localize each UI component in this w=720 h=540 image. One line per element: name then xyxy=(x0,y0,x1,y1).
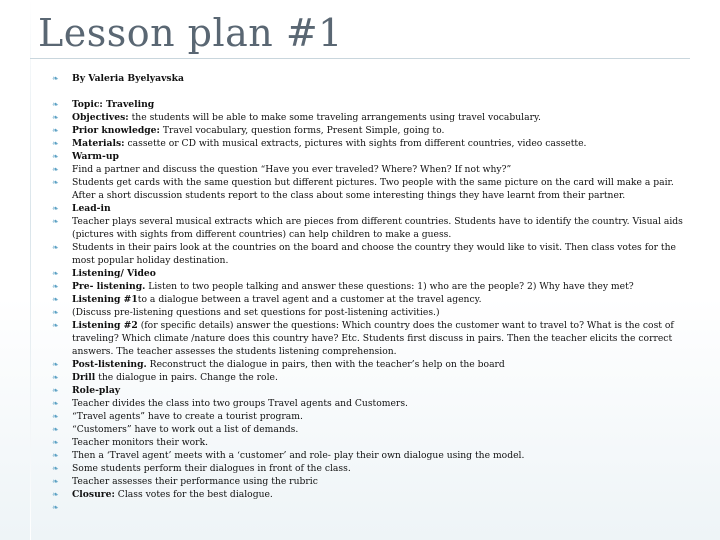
list-item-text xyxy=(72,410,692,423)
wave-bullet-icon: ❧ xyxy=(52,412,59,421)
wave-bullet-icon: ❧ xyxy=(52,295,59,304)
list-item-body: (Discuss pre-listening questions and set questions for post-listening activities.) xyxy=(72,307,440,318)
list-item xyxy=(52,488,692,501)
list-item xyxy=(52,449,692,462)
wave-bullet-icon: ❧ xyxy=(52,321,59,330)
list-item-body: Teacher monitors their work. xyxy=(72,437,209,448)
list-item-body: the students will be able to make some traveling arrangements using travel vocabulary. xyxy=(128,112,541,123)
list-item-label: Listening/ Video xyxy=(72,268,156,279)
wave-bullet-icon: ❧ xyxy=(52,373,59,382)
list-item-body: to a dialogue between a travel agent and a customer at the travel agency. xyxy=(137,294,482,305)
list-item-body: Listen to two people talking and answer these questions: 1) who are the people? 2) Why have they met? xyxy=(145,281,634,292)
list-item-text xyxy=(72,150,692,163)
list-item-body: the dialogue in pairs. Change the role. xyxy=(95,372,278,383)
list-item-body: Teacher assesses their performance using the rubric xyxy=(72,476,318,487)
wave-bullet-icon: ❧ xyxy=(52,399,59,408)
list-item xyxy=(52,384,692,397)
list-item-label: By Valeria Byelyavska xyxy=(72,73,184,84)
list-item-body: Class votes for the best dialogue. xyxy=(114,489,273,500)
wave-bullet-icon: ❧ xyxy=(52,308,59,317)
list-item-text xyxy=(72,462,692,475)
list-item-text xyxy=(72,176,692,202)
list-item-label: Closure: xyxy=(72,489,115,500)
list-item-body: Reconstruct the dialogue in pairs, then with the teacher’s help on the board xyxy=(146,359,505,370)
list-item-text xyxy=(72,319,692,358)
lesson-plan-list xyxy=(52,72,692,514)
list-item-body: Find a partner and discuss the question “Have you ever traveled? Where? When? If not why?” xyxy=(72,164,512,175)
list-item-label: Post-listening. xyxy=(72,359,147,370)
wave-bullet-icon: ❧ xyxy=(52,243,59,252)
wave-bullet-icon: ❧ xyxy=(52,490,59,499)
list-item-label: Lead-in xyxy=(72,203,111,214)
list-item xyxy=(52,358,692,371)
list-item-text xyxy=(72,241,692,267)
list-item-text xyxy=(72,280,692,293)
list-item xyxy=(52,436,692,449)
list-item xyxy=(52,267,692,280)
list-item-text xyxy=(72,475,692,488)
wave-bullet-icon: ❧ xyxy=(52,126,59,135)
list-item-body: “Customers” have to work out a list of demands. xyxy=(72,424,299,435)
list-spacer xyxy=(52,85,692,98)
list-item xyxy=(52,241,692,267)
list-item-label: Prior knowledge: xyxy=(72,125,160,136)
list-item-text xyxy=(72,267,692,280)
list-item-label: Drill xyxy=(72,372,96,383)
list-item-text xyxy=(72,98,692,111)
title-divider xyxy=(30,58,690,59)
list-item-body: Travel vocabulary, question forms, Present Simple, going to. xyxy=(159,125,445,136)
wave-bullet-icon: ❧ xyxy=(52,113,59,122)
list-item-text xyxy=(72,397,692,410)
list-item-text xyxy=(72,72,692,85)
list-item-body: Some students perform their dialogues in front of the class. xyxy=(72,463,351,474)
list-item-label: Topic: Traveling xyxy=(72,99,155,110)
wave-bullet-icon: ❧ xyxy=(52,165,59,174)
list-item xyxy=(52,410,692,423)
list-item xyxy=(52,215,692,241)
wave-bullet-icon: ❧ xyxy=(52,503,59,512)
wave-bullet-icon: ❧ xyxy=(52,269,59,278)
wave-bullet-icon: ❧ xyxy=(52,386,59,395)
list-item-text xyxy=(72,488,692,501)
list-item-label: Pre- listening. xyxy=(72,281,146,292)
list-item-body: Students in their pairs look at the countries on the board and choose the country they would like to visit. Then class votes for the most popular holiday destination. xyxy=(72,242,676,266)
list-item-text xyxy=(72,358,692,371)
wave-bullet-icon: ❧ xyxy=(52,178,59,187)
wave-bullet-icon: ❧ xyxy=(52,464,59,473)
list-item xyxy=(52,150,692,163)
list-item xyxy=(52,397,692,410)
list-item-body: Then a ‘Travel agent’ meets with a ‘customer’ and role- play their own dialogue using the model. xyxy=(72,450,525,461)
list-item-label: Listening #1 xyxy=(72,294,138,305)
wave-bullet-icon: ❧ xyxy=(52,74,59,83)
wave-bullet-icon: ❧ xyxy=(52,217,59,226)
wave-bullet-icon: ❧ xyxy=(52,152,59,161)
list-item xyxy=(52,293,692,306)
list-item-text xyxy=(72,293,692,306)
list-item-text xyxy=(72,306,692,319)
list-item-text xyxy=(72,436,692,449)
wave-bullet-icon: ❧ xyxy=(52,438,59,447)
wave-bullet-icon: ❧ xyxy=(52,360,59,369)
list-item-label: Materials: xyxy=(72,138,125,149)
list-item-text xyxy=(72,163,692,176)
list-item-body: cassette or CD with musical extracts, pictures with sights from different countries, video cassette. xyxy=(124,138,587,149)
decorative-edge xyxy=(30,0,31,540)
list-item-body: “Travel agents” have to create a tourist program. xyxy=(72,411,303,422)
list-item-body: Teacher divides the class into two groups Travel agents and Customers. xyxy=(72,398,408,409)
list-item xyxy=(52,111,692,124)
page-title: Lesson plan #1 xyxy=(38,11,343,55)
list-item-label: Listening #2 xyxy=(72,320,138,331)
list-item xyxy=(52,98,692,111)
list-item xyxy=(52,202,692,215)
list-item-text xyxy=(72,384,692,397)
list-item xyxy=(52,423,692,436)
list-item-text xyxy=(72,202,692,215)
list-item xyxy=(52,501,692,514)
list-item-text xyxy=(72,137,692,150)
list-item-label: Role-play xyxy=(72,385,121,396)
list-item-body: Teacher plays several musical extracts which are pieces from different countries. Students have to identify the country. Visual aids (pictures with sights from different countries) can help children to make a guess. xyxy=(72,216,683,240)
list-item-label: Objectives: xyxy=(72,112,129,123)
list-item xyxy=(52,475,692,488)
list-item xyxy=(52,462,692,475)
list-item-text xyxy=(72,423,692,436)
list-item-text xyxy=(72,371,692,384)
list-item xyxy=(52,163,692,176)
list-item-label: Warm-up xyxy=(72,151,119,162)
list-item xyxy=(52,319,692,358)
wave-bullet-icon: ❧ xyxy=(52,451,59,460)
wave-bullet-icon: ❧ xyxy=(52,425,59,434)
list-item-body: Students get cards with the same question but different pictures. Two people with the same picture on the card will make a pair. After a short discussion students report to the class about some interesting things they have learnt from their partner. xyxy=(72,177,674,201)
list-item xyxy=(52,176,692,202)
list-item xyxy=(52,124,692,137)
list-item xyxy=(52,371,692,384)
list-item xyxy=(52,72,692,85)
list-item xyxy=(52,306,692,319)
wave-bullet-icon: ❧ xyxy=(52,100,59,109)
wave-bullet-icon: ❧ xyxy=(52,139,59,148)
wave-bullet-icon: ❧ xyxy=(52,477,59,486)
wave-bullet-icon: ❧ xyxy=(52,282,59,291)
list-item-text xyxy=(72,124,692,137)
list-item xyxy=(52,280,692,293)
list-item-text xyxy=(72,449,692,462)
list-item-text xyxy=(72,215,692,241)
wave-bullet-icon: ❧ xyxy=(52,204,59,213)
list-item-body: (for specific details) answer the questions: Which country does the customer want to travel to? What is the cost of traveling? Which climate /nature does this country have? Etc. Students first discuss in pairs. Then the teacher elicits the correct answers. The teacher assesses the students listening comprehension. xyxy=(72,320,674,357)
list-item xyxy=(52,137,692,150)
list-item-text xyxy=(72,111,692,124)
